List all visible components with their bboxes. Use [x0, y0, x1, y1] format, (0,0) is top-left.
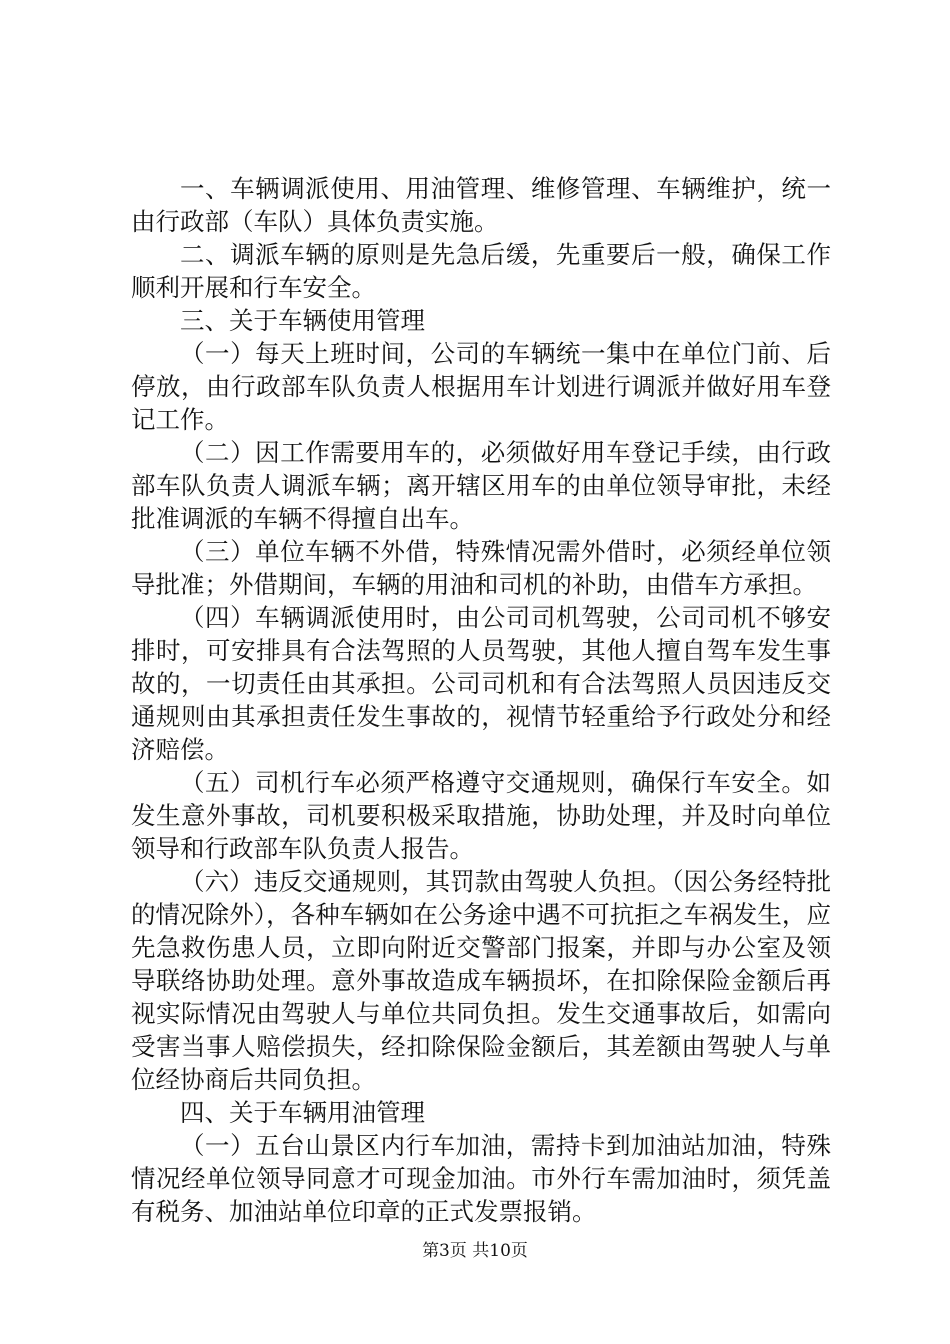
- paragraph-fuel-item-1: （一）五台山景区内行车加油，需持卡到加油站加油，特殊情况经单位领导同意才可现金加油。市外行车需加油时，须凭盖有税务、加油站单位印章的正式发票报销。: [131, 1131, 831, 1226]
- section-heading-fuel-management: 四、关于车辆用油管理: [180, 1098, 425, 1127]
- paragraph-use-item-1: （一）每天上班时间，公司的车辆统一集中在单位门前、后停放，由行政部车队负责人根据用车计划进行调派并做好用车登记工作。: [131, 339, 831, 434]
- paragraph-use-item-2: （二）因工作需要用车的，必须做好用车登记手续，由行政部车队负责人调派车辆；离开辖区用车的由单位领导审批，未经批准调派的车辆不得擅自出车。: [131, 438, 831, 533]
- page-number-footer: 第3页 共10页: [422, 1241, 528, 1261]
- paragraph-use-item-6: （六）违反交通规则，其罚款由驾驶人负担。（因公务经特批的情况除外），各种车辆如在公务途中遇不可抗拒之车祸发生，应先急救伤患人员，立即向附近交警部门报案，并即与办公室及领导联络协助处理。意外事故造成车辆损坏，在扣除保险金额后再视实际情况由驾驶人与单位共同负担。发生交通事故后，如需向受害当事人赔偿损失，经扣除保险金额后，其差额由驾驶人与单位经协商后共同负担。: [131, 867, 831, 1094]
- paragraph-use-item-3: （三）单位车辆不外借，特殊情况需外借时，必须经单位领导批准；外借期间，车辆的用油和司机的补助，由借车方承担。: [131, 537, 831, 599]
- paragraph-dispatch-principle: 二、调派车辆的原则是先急后缓，先重要后一般，确保工作顺利开展和行车安全。: [131, 240, 831, 302]
- paragraph-use-item-5: （五）司机行车必须严格遵守交通规则，确保行车安全。如发生意外事故，司机要积极采取措施，协助处理，并及时向单位领导和行政部车队负责人报告。: [131, 768, 831, 863]
- paragraph-vehicle-dispatch-responsibility: 一、车辆调派使用、用油管理、维修管理、车辆维护，统一由行政部（车队）具体负责实施。: [131, 174, 831, 236]
- document-body: [131, 172, 831, 1228]
- paragraph-use-item-4: （四）车辆调派使用时，由公司司机驾驶，公司司机不够安排时，可安排具有合法驾照的人员驾驶，其他人擅自驾车发生事故的，一切责任由其承担。公司司机和有合法驾照人员因违反交通规则由其承担责任发生事故的，视情节轻重给予行政处分和经济赔偿。: [131, 603, 831, 764]
- section-heading-vehicle-use: 三、关于车辆使用管理: [180, 306, 425, 335]
